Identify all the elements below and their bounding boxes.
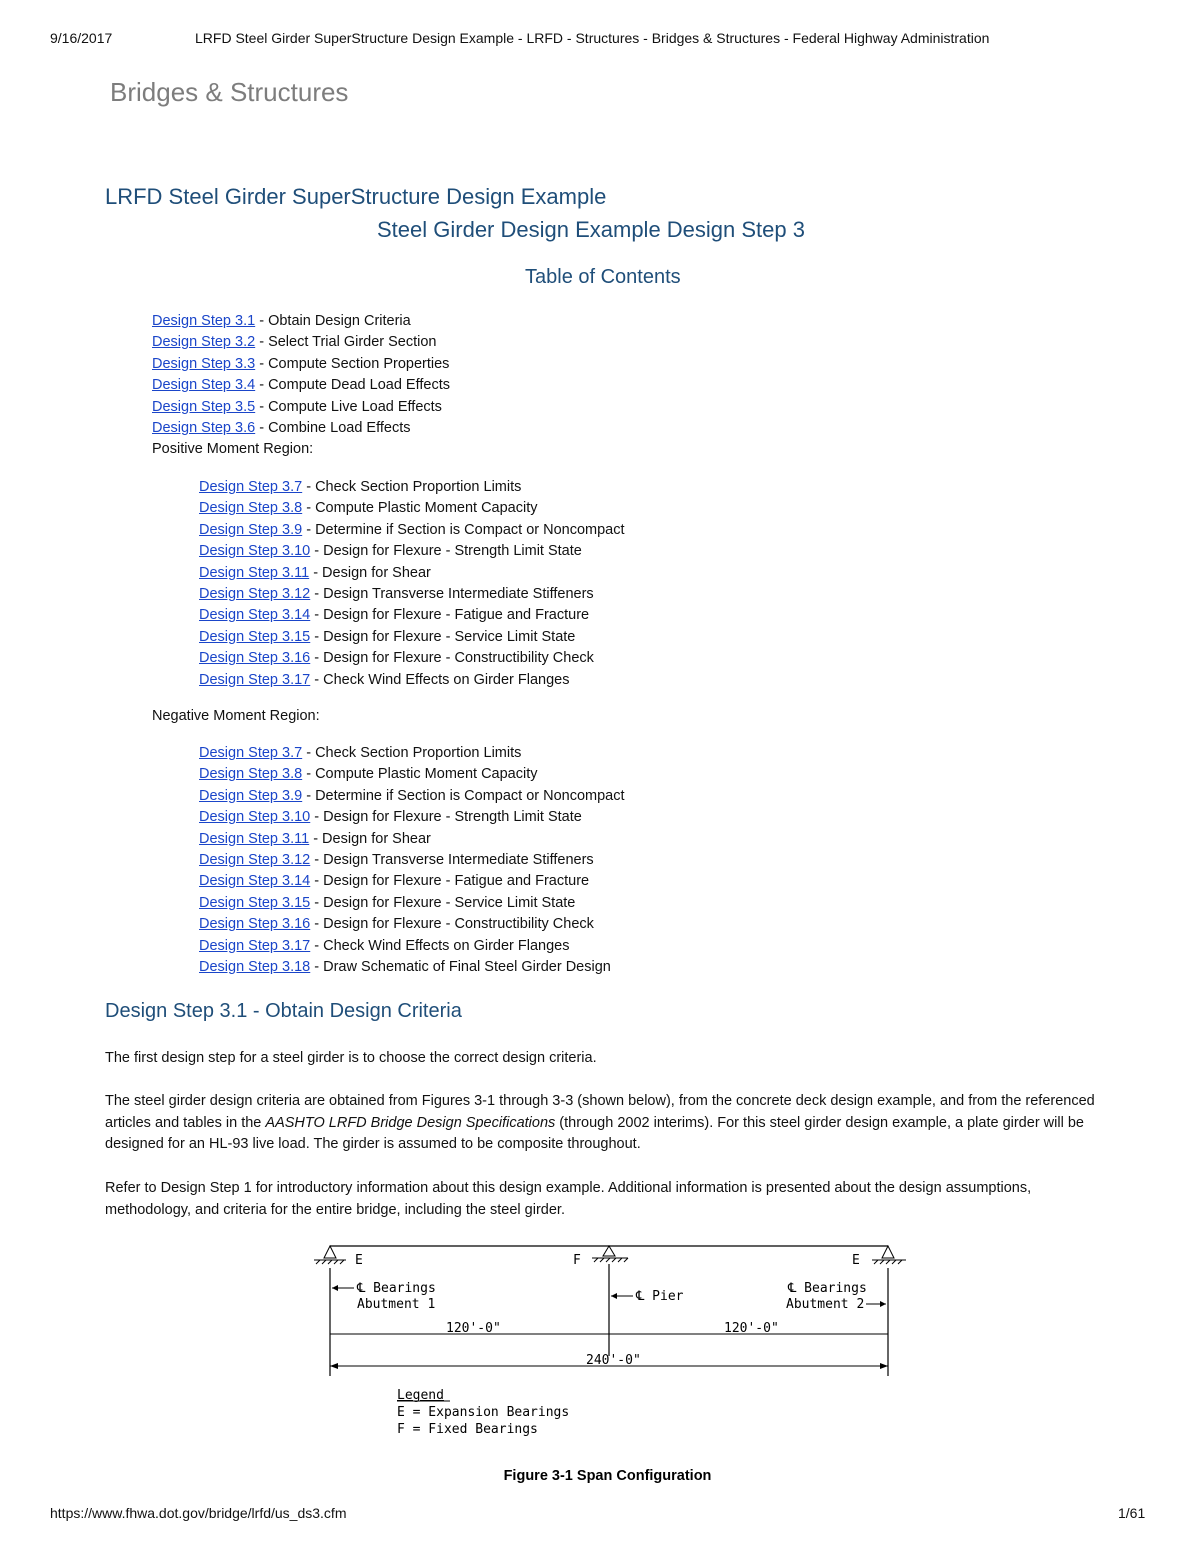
toc-link[interactable]: Design Step 3.8	[199, 766, 303, 783]
toc-description: - Combine Load Effects	[255, 419, 411, 436]
toc-positive	[199, 477, 625, 691]
positive-moment-label: Positive Moment Region:	[152, 441, 314, 457]
toc-item	[199, 743, 625, 764]
toc-item	[199, 563, 625, 584]
toc-link[interactable]: Design Step 3.12	[199, 585, 311, 602]
footer-url[interactable]: https://www.fhwa.dot.gov/bridge/lrfd/us_ds3.cfm	[50, 1505, 347, 1521]
left-cl-label: ℄ Bearings	[357, 1281, 436, 1296]
total-length-dimension: 240'-0"	[586, 1353, 641, 1368]
toc-item	[152, 418, 450, 439]
pier-bearing-icon	[592, 1246, 628, 1262]
toc-item	[152, 332, 450, 353]
toc-link[interactable]: Design Step 3.8	[199, 500, 303, 517]
toc-item	[199, 829, 625, 850]
toc-item	[199, 914, 625, 935]
toc-description: - Compute Plastic Moment Capacity	[302, 766, 538, 783]
toc-description: - Compute Section Properties	[255, 355, 450, 372]
right-cl-label: ℄ Bearings	[788, 1281, 867, 1296]
toc-item	[199, 936, 625, 957]
negative-moment-label: Negative Moment Region:	[152, 708, 320, 724]
toc-description: - Design for Flexure - Service Limit State	[310, 628, 576, 645]
toc-link[interactable]: Design Step 3.11	[199, 830, 310, 847]
toc-description: - Design for Flexure - Strength Limit State	[310, 543, 582, 560]
toc-title: Table of Contents	[525, 266, 681, 288]
toc-link[interactable]: Design Step 3.17	[199, 937, 311, 954]
toc-item	[199, 871, 625, 892]
toc-item	[199, 670, 625, 691]
page-title: LRFD Steel Girder SuperStructure Design Example	[105, 184, 607, 209]
toc-link[interactable]: Design Step 3.11	[199, 564, 310, 581]
spec-title: AASHTO LRFD Bridge Design Specifications	[265, 1114, 556, 1131]
toc-description: - Check Wind Effects on Girder Flanges	[310, 937, 570, 954]
span-1-dimension: 120'-0"	[446, 1321, 501, 1336]
toc-item	[152, 397, 450, 418]
toc-link[interactable]: Design Step 3.3	[152, 355, 256, 372]
right-bearing-label: E	[852, 1253, 860, 1268]
toc-description: - Design for Flexure - Fatigue and Fracture	[310, 607, 590, 624]
toc-item	[199, 893, 625, 914]
toc-item	[199, 648, 625, 669]
toc-link[interactable]: Design Step 3.7	[199, 745, 303, 761]
toc-description: - Select Trial Girder Section	[255, 334, 437, 351]
toc-description: - Design Transverse Intermediate Stiffeners	[310, 585, 594, 602]
left-abutment-label: Abutment 1	[357, 1297, 436, 1312]
toc-description: - Design Transverse Intermediate Stiffeners	[310, 851, 594, 868]
toc-description: - Design for Shear	[309, 830, 431, 847]
toc-description: - Check Wind Effects on Girder Flanges	[310, 671, 570, 688]
toc-link[interactable]: Design Step 3.17	[199, 671, 311, 688]
toc-description: - Obtain Design Criteria	[255, 313, 411, 329]
toc-link[interactable]: Design Step 3.7	[199, 479, 303, 495]
toc-description: - Check Section Proportion Limits	[302, 479, 522, 495]
paragraph-2	[105, 1091, 1105, 1156]
toc-link[interactable]: Design Step 3.2	[152, 334, 256, 351]
toc-link[interactable]: Design Step 3.16	[199, 650, 311, 667]
pier-bearing-label: F	[573, 1253, 581, 1268]
toc-link[interactable]: Design Step 3.9	[199, 521, 303, 538]
toc-link[interactable]: Design Step 3.5	[152, 398, 256, 415]
toc-link[interactable]: Design Step 3.16	[199, 916, 311, 933]
toc-description: - Design for Flexure - Constructibility Check	[310, 650, 594, 667]
toc-description: - Design for Flexure - Constructibility Check	[310, 916, 594, 933]
toc-item	[199, 764, 625, 785]
paragraph-3: Refer to Design Step 1 for introductory information about this design example. Additional information is presented about the design assumptions, methodology, and criteria for the entire bridge, including the steel girder.	[105, 1180, 1032, 1218]
toc-item	[199, 627, 625, 648]
toc-link[interactable]: Design Step 3.14	[199, 607, 311, 624]
toc-item	[152, 375, 450, 396]
toc-item	[152, 354, 450, 375]
paragraph-2-text-b: (through 2002 interims). For this steel girder design example, a plate girder will be designed for an HL-93 live load. The girder is assumed to be composite throughout.	[105, 1114, 1084, 1152]
toc-item	[199, 520, 625, 541]
toc-description: - Determine if Section is Compact or Noncompact	[302, 787, 625, 804]
print-date: 9/16/2017	[50, 30, 113, 46]
toc-link[interactable]: Design Step 3.10	[199, 543, 311, 560]
toc-item	[199, 541, 625, 562]
toc-item	[199, 786, 625, 807]
toc-link[interactable]: Design Step 3.9	[199, 787, 303, 804]
legend-title: Legend	[397, 1388, 444, 1403]
toc-item	[199, 957, 625, 978]
toc-description: - Design for Flexure - Strength Limit State	[310, 809, 582, 826]
toc-item	[199, 477, 625, 498]
toc-item	[199, 584, 625, 605]
right-abutment-label: Abutment 2	[786, 1297, 865, 1312]
span-configuration-figure	[300, 1238, 920, 1448]
left-bearing-label: E	[355, 1253, 363, 1268]
toc-description: - Compute Live Load Effects	[255, 398, 442, 415]
toc-general	[152, 311, 450, 439]
toc-link[interactable]: Design Step 3.6	[152, 419, 256, 436]
toc-link[interactable]: Design Step 3.15	[199, 628, 311, 645]
print-title: LRFD Steel Girder SuperStructure Design Example - LRFD - Structures - Bridges & Structures - Federal Highway Administration	[195, 30, 990, 46]
pier-cl-label: ℄ Pier	[636, 1289, 684, 1304]
toc-description: - Design for Flexure - Service Limit State	[310, 894, 576, 911]
toc-link[interactable]: Design Step 3.18	[199, 958, 311, 975]
toc-description: - Check Section Proportion Limits	[302, 745, 522, 761]
toc-description: - Design for Shear	[309, 564, 431, 581]
span-2-dimension: 120'-0"	[724, 1321, 779, 1336]
toc-negative	[199, 743, 625, 978]
toc-item	[199, 807, 625, 828]
page-number: 1/61	[1118, 1505, 1146, 1521]
toc-item	[199, 850, 625, 871]
toc-link[interactable]: Design Step 3.4	[152, 377, 256, 394]
toc-description: - Design for Flexure - Fatigue and Fracture	[310, 873, 590, 890]
legend-fixed: F = Fixed Bearings	[397, 1422, 538, 1437]
toc-link[interactable]: Design Step 3.1	[152, 313, 256, 329]
toc-description: - Determine if Section is Compact or Noncompact	[302, 521, 625, 538]
site-title[interactable]: Bridges & Structures	[110, 77, 349, 107]
toc-description: - Compute Dead Load Effects	[255, 377, 450, 394]
toc-item	[152, 311, 450, 332]
section-heading: Design Step 3.1 - Obtain Design Criteria	[105, 1000, 462, 1022]
toc-link[interactable]: Design Step 3.14	[199, 873, 311, 890]
paragraph-2-text-a: The steel girder design criteria are obtained from Figures 3-1 through 3-3 (shown below), from the concrete deck design example, and from the referenced articles and tables in the	[105, 1093, 1095, 1131]
toc-link[interactable]: Design Step 3.10	[199, 809, 311, 826]
paragraph-1: The first design step for a steel girder is to choose the correct design criteria.	[105, 1050, 597, 1066]
figure-caption: Figure 3-1 Span Configuration	[503, 1468, 712, 1484]
right-bearing-icon	[872, 1246, 906, 1264]
legend-expansion: E = Expansion Bearings	[397, 1405, 570, 1420]
toc-description: - Draw Schematic of Final Steel Girder Design	[310, 958, 611, 975]
toc-item	[199, 605, 625, 626]
toc-item	[199, 498, 625, 519]
toc-link[interactable]: Design Step 3.15	[199, 894, 311, 911]
page-subtitle: Steel Girder Design Example Design Step 3	[377, 217, 805, 242]
left-bearing-icon	[314, 1246, 346, 1264]
toc-description: - Compute Plastic Moment Capacity	[302, 500, 538, 517]
toc-link[interactable]: Design Step 3.12	[199, 851, 311, 868]
